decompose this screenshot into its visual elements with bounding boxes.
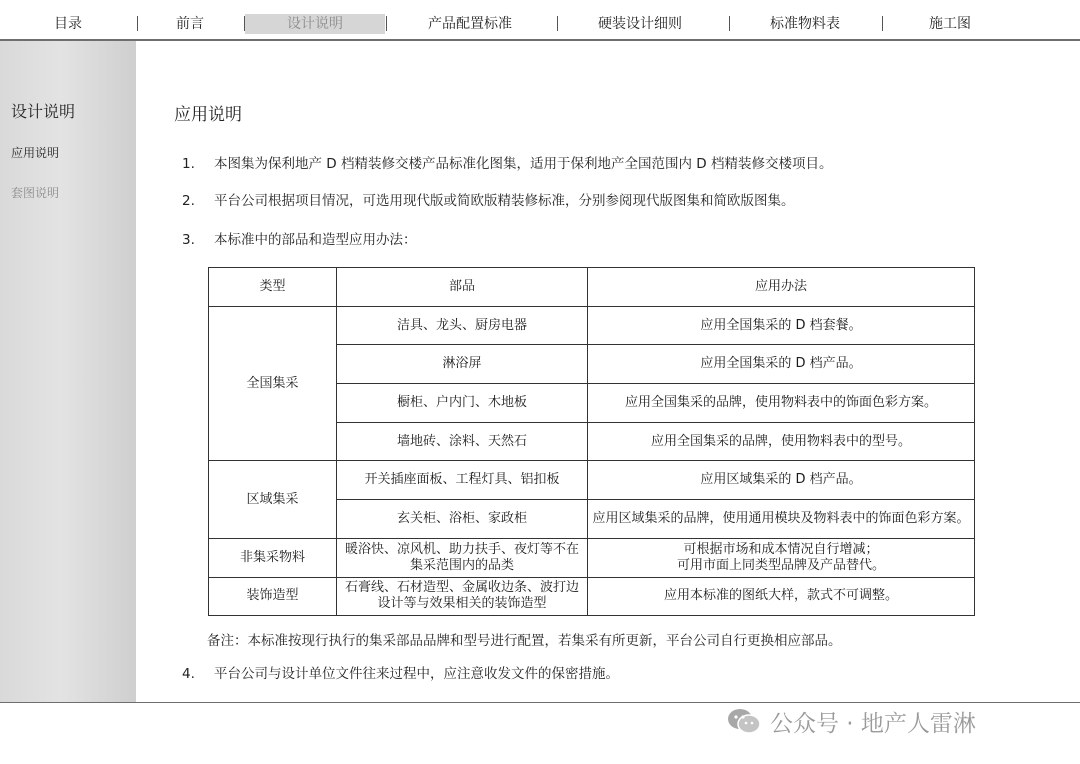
header-part: 部品	[337, 268, 588, 307]
type-cell: 区域集采	[209, 461, 337, 538]
list-item-4	[182, 662, 619, 682]
list-item-3	[182, 228, 417, 248]
sidebar-item-application-notes[interactable]: 应用说明	[11, 146, 60, 160]
header-method: 应用办法	[588, 268, 975, 307]
method-cell: 应用全国集采的品牌，使用物料表中的饰面色彩方案。	[588, 384, 975, 423]
type-cell: 全国集采	[209, 306, 337, 461]
nav-separator	[882, 16, 883, 31]
top-nav	[0, 0, 1080, 41]
list-text: 本图集为保利地产 D 档精装修交楼产品标准化图集，适用于保利地产全国范围内 D 档精装修交楼项目。	[214, 156, 833, 172]
part-cell: 洁具、龙头、厨房电器	[337, 306, 588, 345]
header-type: 类型	[209, 268, 337, 307]
method-cell: 应用区域集采的 D 档产品。	[588, 461, 975, 500]
method-cell: 应用区域集采的品牌，使用通用模块及物料表中的饰面色彩方案。	[588, 500, 975, 539]
nav-tab-material-list[interactable]: 标准物料表	[770, 16, 840, 32]
table-note: 备注：本标准按现行执行的集采部品品牌和型号进行配置，若集采有所更新，平台公司自行更换相应部品。	[207, 633, 842, 649]
nav-tab-hard-decoration[interactable]: 硬装设计细则	[598, 16, 682, 32]
table-row	[209, 538, 975, 577]
nav-tab-design-notes[interactable]: 设计说明	[245, 14, 385, 34]
type-cell: 装饰造型	[209, 577, 337, 616]
method-cell: 应用全国集采的 D 档产品。	[588, 345, 975, 384]
part-cell: 橱柜、户内门、木地板	[337, 384, 588, 423]
part-cell: 墙地砖、涂料、天然石	[337, 422, 588, 461]
nav-tab-construction-drawings[interactable]: 施工图	[929, 16, 971, 32]
method-cell	[588, 538, 975, 577]
nav-tab-product-config[interactable]: 产品配置标准	[428, 16, 512, 32]
part-cell: 淋浴屏	[337, 345, 588, 384]
sidebar-item-drawing-set-notes[interactable]: 套图说明	[11, 186, 60, 200]
list-number: 2.	[182, 193, 195, 209]
application-table	[208, 267, 975, 616]
list-number: 3.	[182, 232, 195, 248]
method-line: 可根据市场和成本情况自行增减；	[683, 541, 879, 557]
nav-tab-preface[interactable]: 前言	[176, 16, 204, 32]
nav-tab-catalog[interactable]: 目录	[54, 16, 82, 32]
part-cell: 石膏线、石材造型、金属收边条、波打边设计等与效果相关的装饰造型	[337, 577, 588, 616]
table-row	[209, 577, 975, 616]
watermark-text: 公众号 · 地产人雷淋	[770, 710, 976, 737]
list-text: 平台公司与设计单位文件往来过程中，应注意收发文件的保密措施。	[214, 666, 619, 682]
method-cell: 应用全国集采的品牌，使用物料表中的型号。	[588, 422, 975, 461]
method-cell: 应用本标准的图纸大样，款式不可调整。	[588, 577, 975, 616]
method-line: 可用市面上同类型品牌及产品替代。	[676, 557, 885, 573]
nav-separator	[386, 16, 387, 31]
nav-separator	[137, 16, 138, 31]
list-number: 4.	[182, 666, 195, 682]
table-row	[209, 461, 975, 500]
sidebar	[0, 41, 136, 702]
type-cell: 非集采物料	[209, 538, 337, 577]
list-item-1	[182, 152, 832, 172]
list-text: 平台公司根据项目情况，可选用现代版或简欧版精装修标准，分别参阅现代版图集和简欧版图集。	[214, 193, 795, 209]
page-heading: 应用说明	[174, 105, 242, 125]
list-text: 本标准中的部品和造型应用办法：	[214, 232, 417, 248]
part-cell: 暖浴快、凉风机、助力扶手、夜灯等不在集采范围内的品类	[337, 538, 588, 577]
part-cell: 玄关柜、浴柜、家政柜	[337, 500, 588, 539]
watermark	[726, 703, 976, 739]
method-cell: 应用全国集采的 D 档套餐。	[588, 306, 975, 345]
list-number: 1.	[182, 156, 195, 172]
nav-separator	[557, 16, 558, 31]
part-cell: 开关插座面板、工程灯具、铝扣板	[337, 461, 588, 500]
list-item-2	[182, 189, 795, 209]
wechat-icon	[726, 707, 762, 735]
nav-separator	[729, 16, 730, 31]
table-row	[209, 306, 975, 345]
table-header-row	[209, 268, 975, 307]
sidebar-title: 设计说明	[11, 102, 76, 121]
